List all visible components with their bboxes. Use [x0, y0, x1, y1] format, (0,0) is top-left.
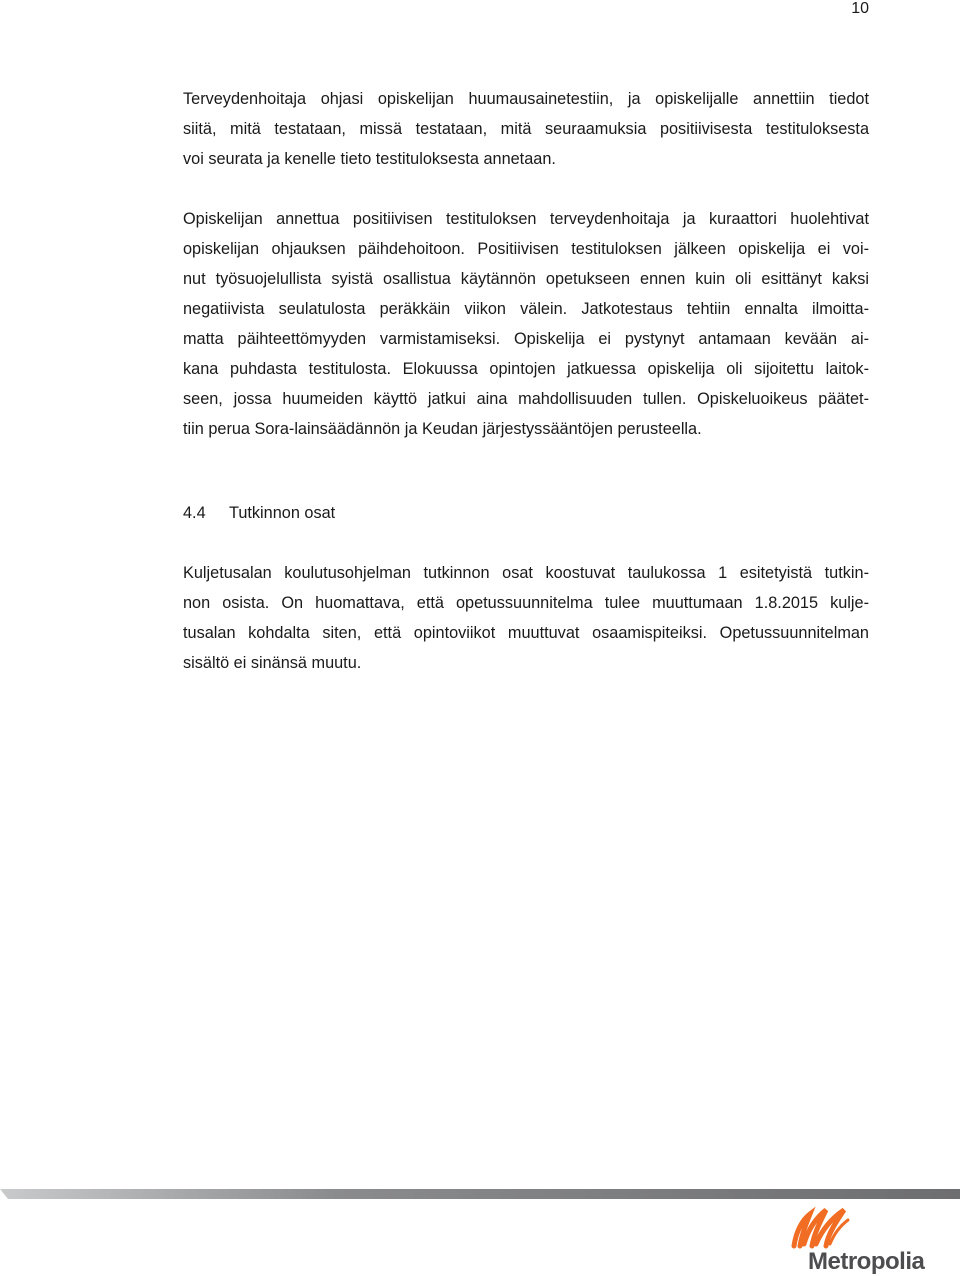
- section-title: Tutkinnon osat: [229, 504, 336, 522]
- text-line: seen, jossa huumeiden käyttö jatkui aina mahdollisuuden tullen. Opiskeluoikeus päätet-: [183, 390, 869, 408]
- paragraph-1: [183, 84, 869, 174]
- text-line: Opiskelijan annettua positiivisen testituloksen terveydenhoitaja ja kuraattori huolehtivat: [183, 210, 869, 228]
- text-line: Kuljetusalan koulutusohjelman tutkinnon osat koostuvat taulukossa 1 esitetyistä tutkin-: [183, 564, 869, 582]
- metropolia-logo-text: Metropolia: [808, 1248, 925, 1275]
- text-line: matta päihteettömyyden varmistamiseksi. Opiskelija ei pystynyt antamaan kevään ai-: [183, 330, 869, 348]
- text-line: sisältö ei sinänsä muutu.: [183, 654, 362, 672]
- page-number: 10: [851, 0, 869, 17]
- section-body: [183, 558, 869, 678]
- text-line: Terveydenhoitaja ohjasi opiskelijan huumausainetestiin, ja opiskelijalle annettiin tiedot: [183, 90, 869, 108]
- text-line: kana puhdasta testitulosta. Elokuussa opintojen jatkuessa opiskelija oli sijoitettu laitok-: [183, 360, 869, 378]
- paragraph-3: [183, 558, 869, 678]
- body-text: [183, 84, 869, 444]
- text-line: voi seurata ja kenelle tieto testituloksesta annetaan.: [183, 150, 556, 168]
- text-line: opiskelijan ohjauksen päihdehoitoon. Positiivisen testituloksen jälkeen opiskelija ei voi-: [183, 240, 869, 258]
- text-line: nut työsuojelullista syistä osallistua käytännön opetukseen ennen kuin oli esittänyt kaksi: [183, 270, 869, 288]
- text-line: non osista. On huomattava, että opetussuunnitelma tulee muuttumaan 1.8.2015 kulje-: [183, 594, 869, 612]
- text-line: tiin perua Sora-lainsäädännön ja Keudan järjestyssääntöjen perusteella.: [183, 420, 702, 438]
- text-line: siitä, mitä testataan, missä testataan, mitä seuraamuksia positiivisesta testituloksesta: [183, 120, 869, 138]
- footer-bar: [0, 1189, 960, 1199]
- text-line: tusalan kohdalta siten, että opintoviikot muuttuvat osaamispiteiksi. Opetussuunnitelman: [183, 624, 869, 642]
- paragraph-2: [183, 204, 869, 444]
- text-line: negatiivista seulatulosta peräkkäin viikon välein. Jatkotestaus tehtiin ennalta ilmoitta-: [183, 300, 869, 318]
- section-number: 4.4: [183, 504, 206, 522]
- section-heading: [183, 498, 335, 528]
